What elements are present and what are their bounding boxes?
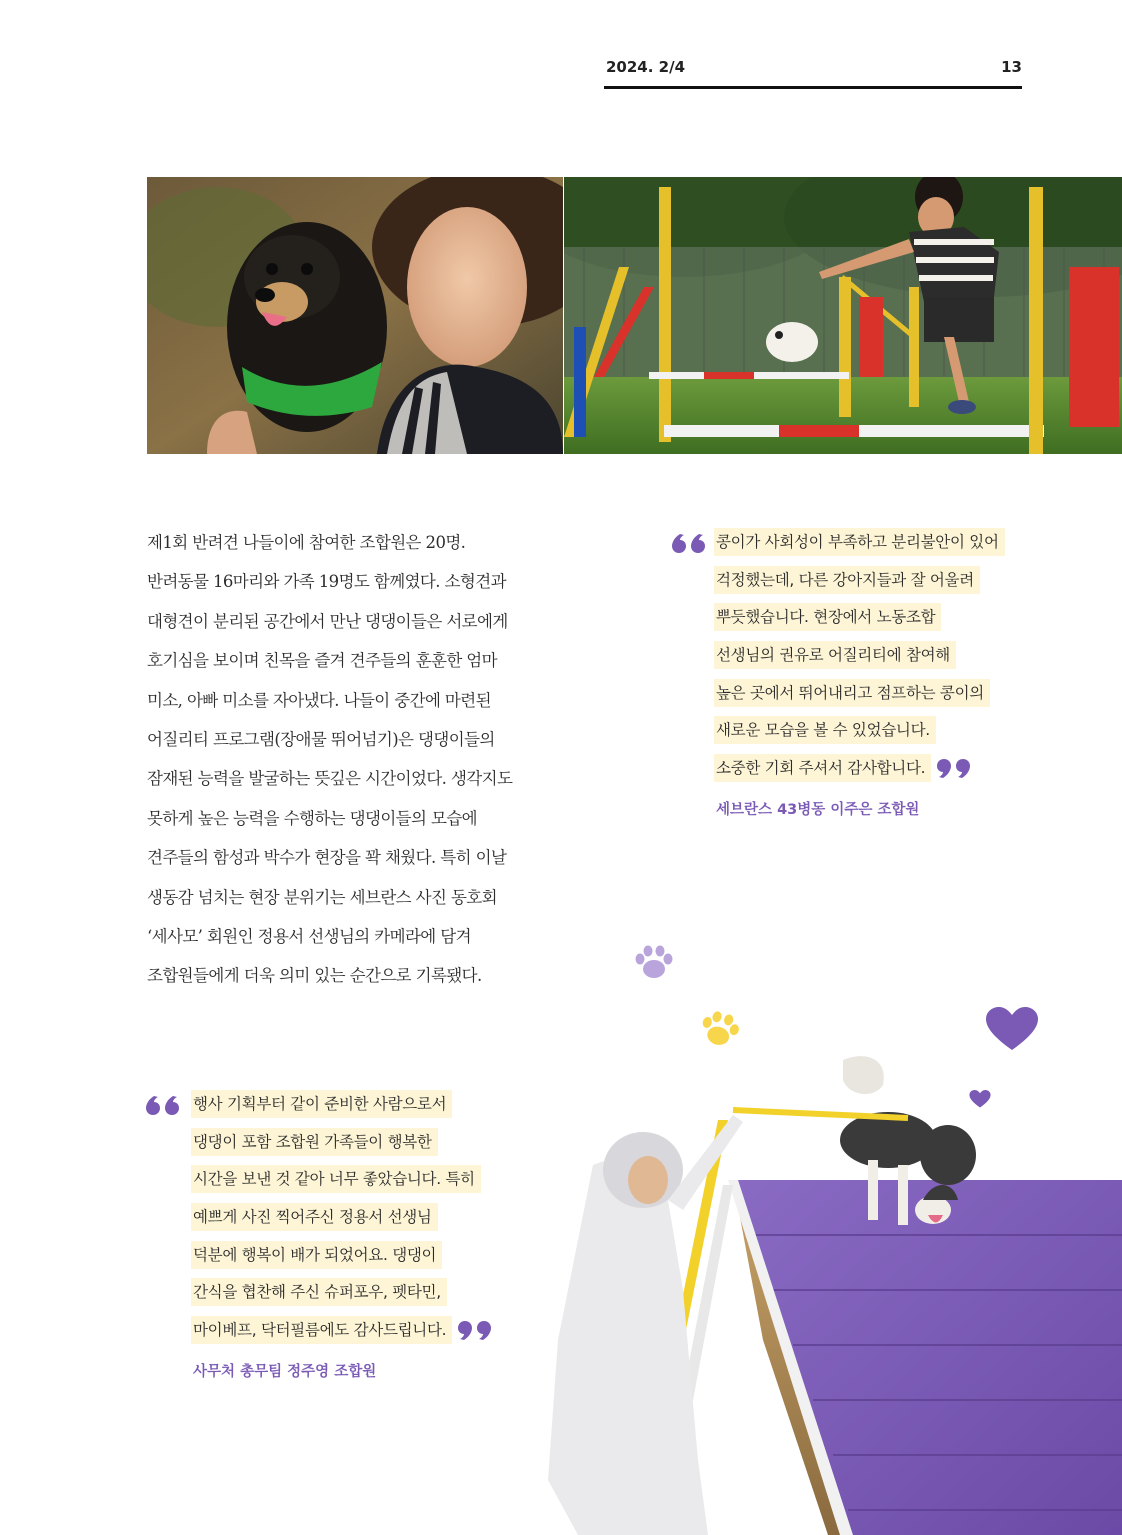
body-line: 생동감 넘치는 현장 분위기는 세브란스 사진 동호회 bbox=[147, 887, 497, 907]
body-line: 반려동물 16마리와 가족 19명도 함께였다. 소형견과 bbox=[147, 572, 506, 592]
quote-line: 콩이가 사회성이 부족하고 분리불안이 있어 bbox=[714, 528, 1005, 556]
quote-line: 걱정했는데, 다른 강아지들과 잘 어울려 bbox=[714, 566, 980, 594]
paw-print-icon bbox=[634, 944, 674, 980]
body-line: 잠재된 능력을 발굴하는 뜻깊은 시간이었다. 생각지도 bbox=[147, 769, 513, 789]
quote-line: 선생님의 권유로 어질리티에 참여해 bbox=[714, 641, 956, 669]
header-rule bbox=[604, 86, 1022, 89]
quote-author: 세브란스 43병동 이주은 조합원 bbox=[716, 802, 920, 818]
open-quote-icon bbox=[672, 532, 708, 554]
body-line: 어질리티 프로그램(장애물 뛰어넘기)은 댕댕이들의 bbox=[147, 729, 495, 749]
heart-icon bbox=[969, 1089, 991, 1109]
body-line: 호기심을 보이며 친목을 즐겨 견주들의 훈훈한 엄마 bbox=[147, 651, 497, 671]
close-quote-icon bbox=[458, 1321, 492, 1341]
quote-line: 높은 곳에서 뛰어내리고 점프하는 콩이의 bbox=[714, 679, 990, 707]
body-line: 대형견이 분리된 공간에서 만난 댕댕이들은 서로에게 bbox=[147, 611, 508, 631]
body-line: 못하게 높은 능력을 수행하는 댕댕이들의 모습에 bbox=[147, 808, 478, 828]
close-quote-icon bbox=[937, 759, 971, 779]
quote-line: 덕분에 행복이 배가 되었어요. 댕댕이 bbox=[191, 1241, 442, 1269]
quote-line: 마이베프, 닥터필름에도 감사드립니다. bbox=[191, 1316, 452, 1344]
body-line: 제1회 반려견 나들이에 참여한 조합원은 20명. bbox=[147, 533, 466, 552]
quote-line: 뿌듯했습니다. 현장에서 노동조합 bbox=[714, 603, 941, 631]
quote-line: 간식을 협찬해 주신 슈퍼포우, 펫타민, bbox=[191, 1278, 447, 1306]
body-line: 미소, 아빠 미소를 자아냈다. 나들이 중간에 마련된 bbox=[147, 690, 491, 710]
quote-line: 댕댕이 포함 조합원 가족들이 행복한 bbox=[191, 1128, 438, 1156]
body-line: 견주들의 함성과 박수가 현장을 꽉 채웠다. 특히 이날 bbox=[147, 848, 507, 868]
quote-line: 시간을 보낸 것 같아 너무 좋았습니다. 특히 bbox=[191, 1165, 481, 1193]
photo-pomeranian-with-woman bbox=[147, 177, 563, 454]
body-line: ‘세사모’ 회원인 정용서 선생님의 카메라에 담겨 bbox=[147, 926, 471, 946]
quote-line: 새로운 모습을 볼 수 있었습니다. bbox=[714, 716, 936, 744]
header-date: 2024. 2/4 bbox=[606, 58, 686, 76]
quote-line: 소중한 기회 주셔서 감사합니다. bbox=[714, 754, 931, 782]
body-line: 조합원들에게 더욱 의미 있는 순간으로 기록됐다. bbox=[147, 966, 482, 986]
photo-dog-agility-hurdle-jump bbox=[564, 177, 1122, 454]
article-body bbox=[147, 528, 577, 1001]
photo-husky-on-agility-a-frame bbox=[548, 1040, 1122, 1535]
quote-author: 사무처 총무팀 정주영 조합원 bbox=[193, 1364, 377, 1380]
quote-line: 예쁘게 사진 찍어주신 정용서 선생님 bbox=[191, 1203, 438, 1231]
quote-line: 행사 기획부터 같이 준비한 사람으로서 bbox=[191, 1090, 452, 1118]
open-quote-icon bbox=[146, 1094, 182, 1116]
page-number: 13 bbox=[1001, 58, 1022, 76]
